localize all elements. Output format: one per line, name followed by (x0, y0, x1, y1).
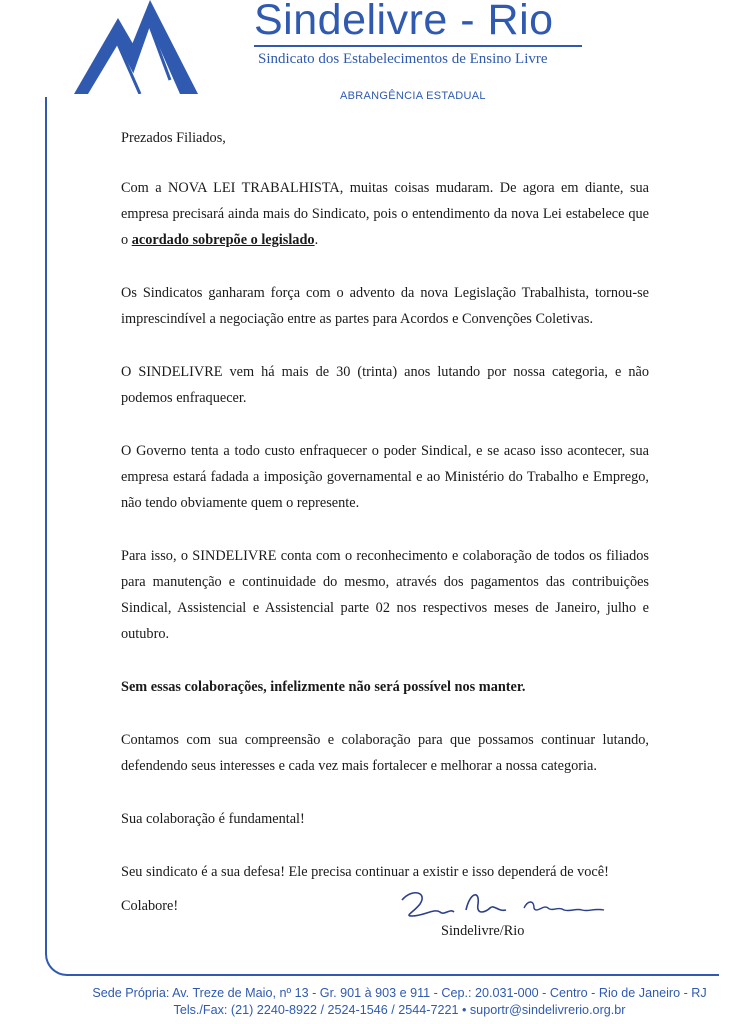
scope-label: ABRANGÊNCIA ESTADUAL (340, 90, 486, 102)
org-subtitle: Sindicato dos Estabelecimentos de Ensino Livre (258, 51, 548, 67)
paragraph-4: O Governo tenta a todo custo enfraquecer o poder Sindical, e se acaso isso acontecer, sua empresa estará fadada a imposição governamental e ao Ministério do Trabalho e Emprego, não tendo obviamente quem o represente. (121, 443, 649, 511)
paragraph-5: Para isso, o SINDELIVRE conta com o reconhecimento e colaboração de todos os filiados para manutenção e continuidade do mesmo, através dos pagamentos das contribuições Sindical, Assistencial e Assistencial parte 02 nos respectivos meses de Janeiro, julho e outubro. (121, 548, 649, 642)
letter-body (121, 125, 649, 885)
paragraph-9: Seu sindicato é a sua defesa! Ele precisa continuar a existir e isso dependerá de você! (121, 864, 609, 880)
paragraph-2: Os Sindicatos ganharam força com o advento da nova Legislação Trabalhista, tornou-se imprescindível a negociação entre as partes para Acordos e Convenções Coletivas. (121, 285, 649, 327)
signature-name: Sindelivre/Rio (441, 923, 525, 939)
closing: Colabore! (121, 898, 179, 914)
salutation: Prezados Filiados, (121, 130, 226, 146)
paragraph-1 (121, 175, 649, 253)
org-name-rule (254, 45, 582, 47)
org-name: Sindelivre - Rio (254, 0, 554, 44)
paragraph-8: Sua colaboração é fundamental! (121, 811, 305, 827)
paragraph-7: Contamos com sua compreensão e colaboração para que possamos continuar lutando, defendendo seus interesses e cada vez mais fortalecer e melhorar a nossa categoria. (121, 732, 649, 774)
paragraph-1-emphasis: acordado sobrepõe o legislado (131, 232, 315, 248)
paragraph-1-text: Com a NOVA LEI TRABALHISTA, muitas coisas mudaram. De agora em diante, sua empresa precisará ainda mais do Sindicato, pois o entendimento da nova Lei estabelece que o (121, 180, 649, 248)
paragraph-6: Sem essas colaborações, infelizmente não será possível nos manter. (121, 679, 526, 695)
mountain-triangles-logo (74, 0, 198, 94)
footer-contact-line: Tels./Fax: (21) 2240-8922 / 2524-1546 / 2544-7221 • suportr@sindelivrerio.org.br (173, 1003, 626, 1017)
paragraph-1-end: . (314, 232, 319, 248)
footer-address-line: Sede Própria: Av. Treze de Maio, nº 13 - Gr. 901 à 903 e 911 - Cep.: 20.031-000 - Centro - Rio de Janeiro - RJ (92, 986, 707, 1000)
paragraph-3: O SINDELIVRE vem há mais de 30 (trinta) anos lutando por nossa categoria, e não podemos enfraquecer. (121, 364, 649, 406)
footer-address (0, 985, 739, 1019)
